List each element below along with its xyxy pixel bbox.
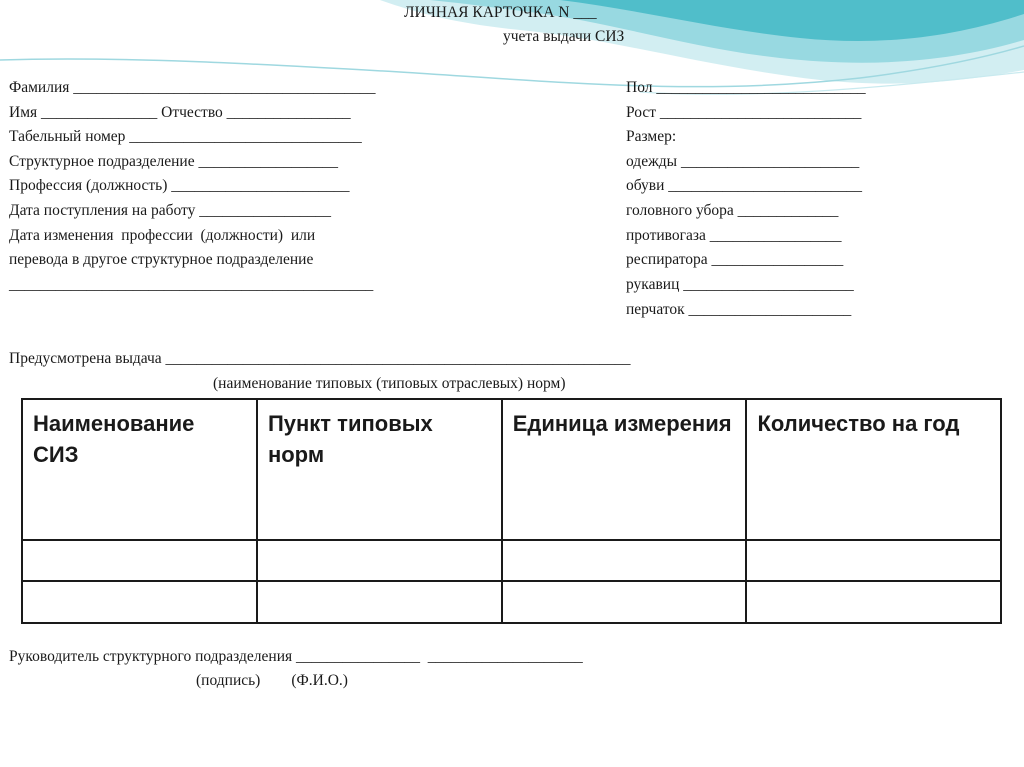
provision-note: (наименование типовых (типовых отраслевых) норм) <box>213 375 566 392</box>
field-gender: Пол ___________________________ <box>626 79 866 96</box>
card-subtitle: учета выдачи СИЗ <box>503 28 625 45</box>
table-cell <box>502 581 747 623</box>
field-size-mittens: рукавиц ______________________ <box>626 276 854 293</box>
table-row <box>22 581 1001 623</box>
siz-table <box>21 398 1002 624</box>
table-header-cell: Единица измерения <box>502 399 747 540</box>
field-height: Рост __________________________ <box>626 104 862 121</box>
table-header-row <box>22 399 1001 540</box>
field-size-respirator: респиратора _________________ <box>626 251 844 268</box>
card-title: ЛИЧНАЯ КАРТОЧКА N ___ <box>404 4 597 21</box>
field-profession: Профессия (должность) _______________________ <box>9 177 350 194</box>
field-change-date-line2: перевода в другое структурное подразделение <box>9 251 314 268</box>
table-header-cell: Пункт типовых норм <box>257 399 502 540</box>
signature-line: Руководитель структурного подразделения ________________ ____________________ <box>9 648 583 665</box>
field-hire-date: Дата поступления на работу _________________ <box>9 202 331 219</box>
field-personnel-number: Табельный номер ______________________________ <box>9 128 362 145</box>
field-name-patronymic: Имя _______________ Отчество ________________ <box>9 104 351 121</box>
field-size-gloves: перчаток _____________________ <box>626 301 852 318</box>
provision-line: Предусмотрена выдача ____________________________________________________________ <box>9 350 631 367</box>
field-size-headwear: головного убора _____________ <box>626 202 839 219</box>
field-change-date-line1: Дата изменения профессии (должности) или <box>9 227 316 244</box>
field-size-clothes: одежды _______________________ <box>626 153 860 170</box>
field-department: Структурное подразделение __________________ <box>9 153 338 170</box>
field-surname: Фамилия _______________________________________ <box>9 79 376 96</box>
table-cell <box>22 581 257 623</box>
table-cell <box>257 540 502 582</box>
table-cell <box>746 581 1001 623</box>
table-cell <box>502 540 747 582</box>
table-row <box>22 540 1001 582</box>
table-header-cell: Наименование СИЗ <box>22 399 257 540</box>
table-cell <box>746 540 1001 582</box>
table-header-cell: Количество на год <box>746 399 1001 540</box>
table-cell <box>22 540 257 582</box>
table-cell <box>257 581 502 623</box>
signature-caption: (подпись) (Ф.И.О.) <box>196 672 348 689</box>
field-size-label: Размер: <box>626 128 677 145</box>
field-change-date-blank: _______________________________________________ <box>9 276 374 293</box>
field-size-shoes: обуви _________________________ <box>626 177 863 194</box>
field-size-gas-mask: противогаза _________________ <box>626 227 842 244</box>
